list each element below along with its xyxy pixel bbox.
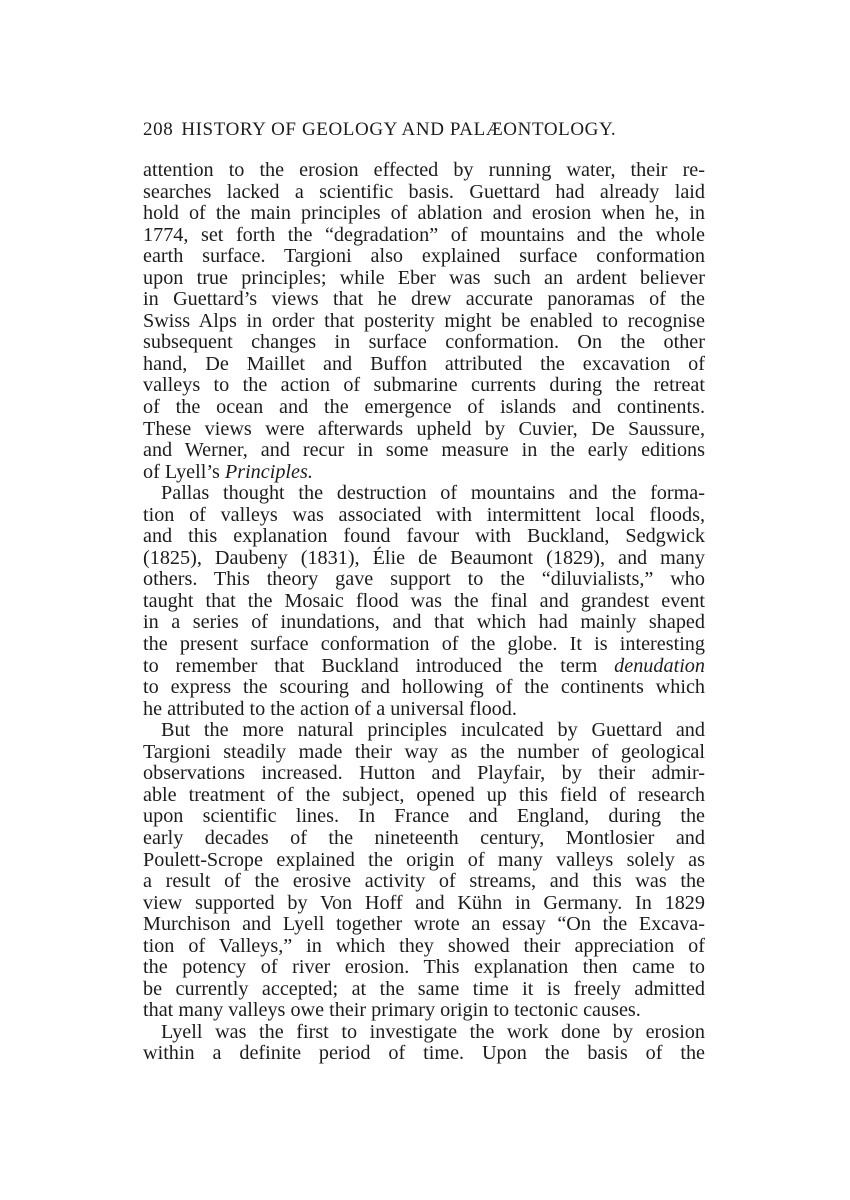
text-line: a result of the erosive activity of streams, and this was the [143, 870, 705, 893]
text-line: tion of valleys was associated with intermittent local floods, [143, 503, 705, 526]
text-line: hold of the main principles of ablation and erosion when he, in [143, 202, 705, 225]
text-line: to express the scouring and hollowing of the continents which [143, 676, 705, 699]
paragraph-1 [143, 160, 705, 483]
text-line: and this explanation found favour with Buckland, Sedgwick [143, 525, 705, 548]
running-head [143, 118, 703, 142]
text-line: hand, De Maillet and Buffon attributed the excavation of [143, 352, 705, 375]
text-line: and Werner, and recur in some measure in the early editions [143, 439, 705, 462]
text-line: the present surface conformation of the globe. It is interesting [143, 633, 705, 656]
text-line: others. This theory gave support to the “diluvialists,” who [143, 568, 705, 591]
text-line: observations increased. Hutton and Playfair, by their admir- [143, 762, 705, 785]
text-line: view supported by Von Hoff and Kühn in Germany. In 1829 [143, 891, 705, 914]
running-title: HISTORY OF GEOLOGY AND PALÆONTOLOGY. [181, 119, 617, 140]
text-line: he attributed to the action of a universal flood. [143, 697, 517, 720]
text-line: upon true principles; while Eber was such an ardent believer [143, 266, 705, 289]
text-line: be currently accepted; at the same time it is freely admitted [143, 977, 705, 1000]
text-line: that many valleys owe their primary origin to tectonic causes. [143, 999, 641, 1022]
text-line: tion of Valleys,” in which they showed their appreciation of [143, 934, 705, 957]
text-line: Poulett-Scrope explained the origin of many valleys solely as [143, 848, 705, 871]
text-run: to remember that Buckland introduced the term [143, 654, 615, 677]
text-line: Targioni steadily made their way as the number of geological [143, 740, 705, 763]
paragraph-2 [143, 483, 705, 720]
body-text [143, 160, 705, 1065]
text-line: early decades of the nineteenth century, Montlosier and [143, 826, 705, 849]
text-line: in Guettard’s views that he drew accurate panoramas of the [143, 288, 705, 311]
text-run: of Lyell’s [143, 460, 225, 483]
text-line: Murchison and Lyell together wrote an essay “On the Excava- [143, 913, 705, 936]
text-line: taught that the Mosaic flood was the final and grandest event [143, 589, 705, 612]
text-line: of the ocean and the emergence of islands and continents. [143, 396, 705, 419]
text-line: in a series of inundations, and that which had mainly shaped [143, 611, 705, 634]
text-line: searches lacked a scientific basis. Guettard had already laid [143, 180, 705, 203]
text-line: (1825), Daubeny (1831), Élie de Beaumont (1829), and many [143, 546, 705, 569]
text-line: within a definite period of time. Upon the basis of the [143, 1042, 705, 1065]
text-line: But the more natural principles inculcated by Guettard and [161, 719, 705, 742]
paragraph-4 [143, 1022, 705, 1065]
text-line: These views were afterwards upheld by Cuvier, De Saussure, [143, 417, 705, 440]
text-line: able treatment of the subject, opened up this field of research [143, 783, 705, 806]
text-line: Pallas thought the destruction of mountains and the forma- [161, 482, 705, 505]
paragraph-3 [143, 720, 705, 1022]
italic-title: Principles. [224, 460, 313, 483]
text-line: subsequent changes in surface conformation. On the other [143, 331, 705, 354]
text-line: the potency of river erosion. This explanation then came to [143, 956, 705, 979]
text-line: Lyell was the first to investigate the work done by erosion [161, 1020, 705, 1043]
page-number: 208 [143, 119, 174, 140]
text-line: valleys to the action of submarine currents during the retreat [143, 374, 705, 397]
text-line [143, 656, 705, 678]
text-line [143, 462, 705, 484]
text-line: 1774, set forth the “degradation” of mountains and the whole [143, 223, 705, 246]
text-line: upon scientific lines. In France and England, during the [143, 805, 705, 828]
text-line: attention to the erosion effected by running water, their re- [143, 159, 705, 181]
text-line: earth surface. Targioni also explained surface conformation [143, 245, 705, 268]
text-line: Swiss Alps in order that posterity might be enabled to recognise [143, 309, 705, 332]
italic-term: denudation [614, 654, 705, 677]
